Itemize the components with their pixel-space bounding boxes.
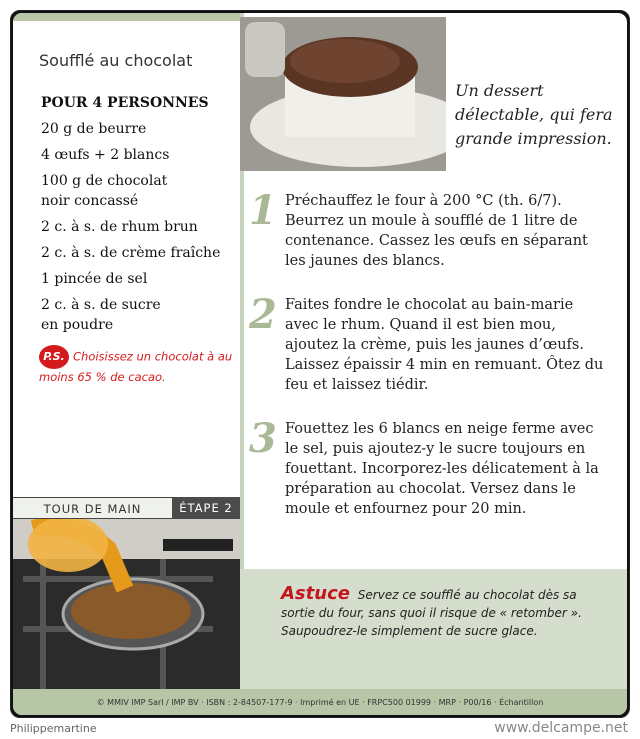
ps-badge: P.S. <box>39 345 69 369</box>
steps-list <box>249 187 611 543</box>
ingredient: 20 g de beurre <box>41 121 147 137</box>
step-number: 2 <box>249 291 277 338</box>
astuce-note <box>281 585 601 640</box>
ingredient: 2 c. à s. de sucre en poudre <box>41 297 161 333</box>
ingredient: 1 pincée de sel <box>41 271 148 287</box>
left-column <box>13 13 240 497</box>
watermark-left: Philippemartine <box>10 722 97 735</box>
ps-note <box>39 345 239 386</box>
recipe-title: Soufflé au chocolat <box>39 51 193 70</box>
recipe-card <box>10 10 630 718</box>
step-text: Faites fondre le chocolat au bain-marie avec le rhum. Quand il est bien mou, ajoutez la crème, puis les jaunes d’œufs. Laissez épaissir 4 min en remuant. Ôtez du feu et laissez tiédir. <box>285 297 604 393</box>
ingredient: 2 c. à s. de rhum brun <box>41 219 198 235</box>
tour-de-main-band <box>13 497 240 519</box>
souffle-photo <box>240 17 446 171</box>
tagline: Un dessert délectable, qui fera grande impression. <box>455 81 613 148</box>
servings: POUR 4 PERSONNES <box>41 95 209 111</box>
step-number: 3 <box>249 415 277 462</box>
tour-de-main-label: TOUR DE MAIN <box>13 497 172 519</box>
astuce-text: Servez ce soufflé au chocolat dès sa sortie du four, sans quoi il risque de « retomber ». Saupoudrez-le simplement de sucre glace. <box>281 588 582 638</box>
step-1 <box>249 187 611 271</box>
ingredients-list <box>41 93 231 341</box>
ingredient: 2 c. à s. de crème fraîche <box>41 245 221 261</box>
footer-legal: © MMIV IMP Sarl / IMP BV · ISBN : 2-84507-177-9 · Imprimé en UE · FRPC500 01999 · MRP · P00/16 · Échantillon <box>13 689 627 715</box>
watermark-right: www.delcampe.net <box>494 720 628 736</box>
step-text: Fouettez les 6 blancs en neige ferme avec le sel, puis ajoutez-y le sucre toujours en fouettant. Incorporez-les délicatement à la préparation au chocolat. Versez dans le moule et enfournez pour 20 min. <box>285 421 599 517</box>
step-3 <box>249 415 611 519</box>
pouring-photo <box>13 519 240 689</box>
ps-text: Choisissez un chocolat à au moins 65 % de cacao. <box>39 349 233 384</box>
ingredient: 4 œufs + 2 blancs <box>41 147 170 163</box>
ingredient: 100 g de chocolat noir concassé <box>41 173 168 209</box>
etape-label: ÉTAPE 2 <box>172 497 240 519</box>
step-number: 1 <box>249 187 277 234</box>
step-2 <box>249 291 611 395</box>
title-band <box>13 13 240 21</box>
step-text: Préchauffez le four à 200 °C (th. 6/7). Beurrez un moule à soufflé de 1 litre de contenance. Cassez les œufs en séparant les jaunes des blancs. <box>285 193 588 269</box>
astuce-label: Astuce <box>281 583 350 604</box>
card-inner <box>13 13 627 715</box>
